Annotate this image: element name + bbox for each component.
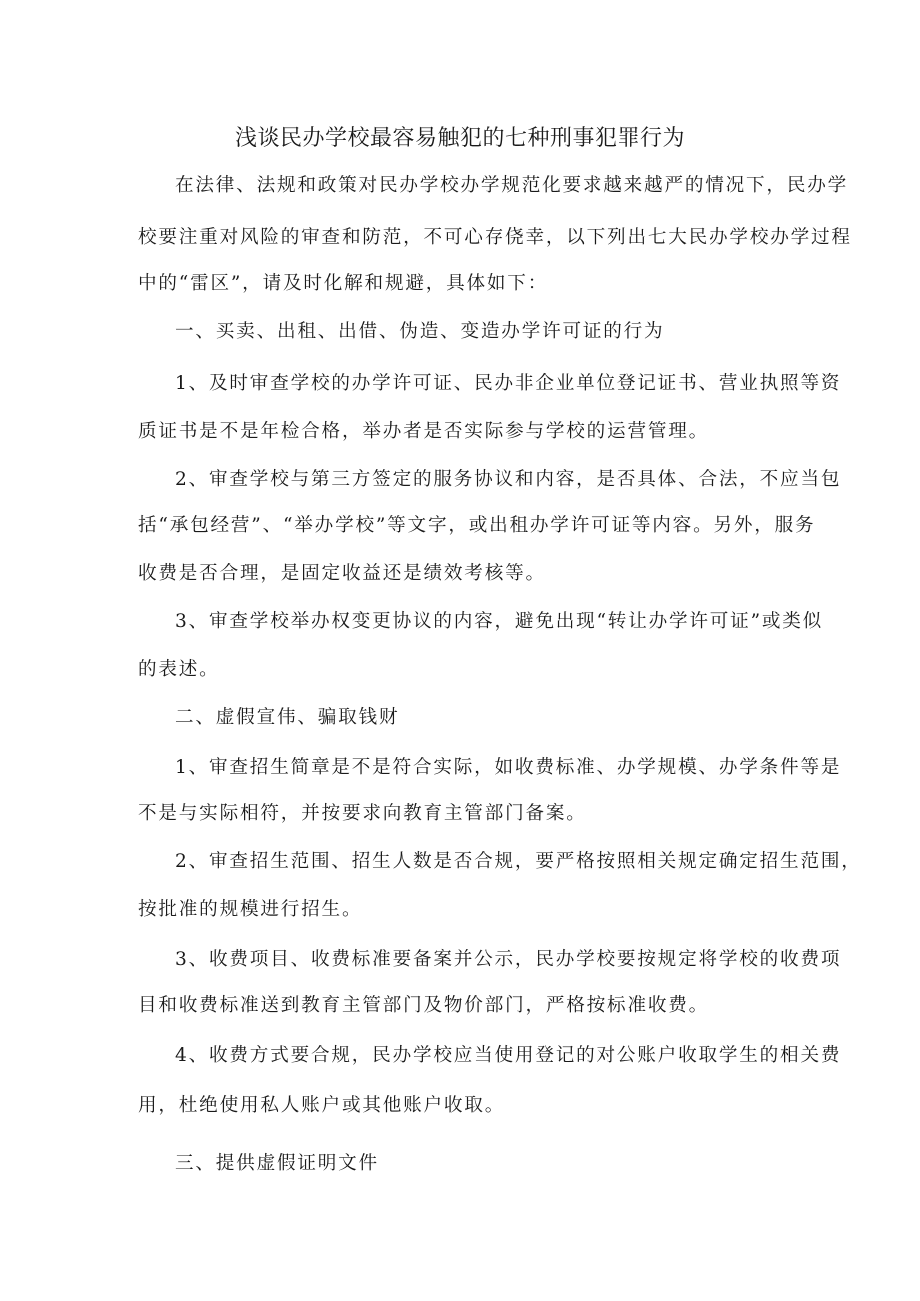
intro-line-2: 校要注重对风险的审查和防范，不可心存侥幸，以下列出七大民办学校办学过程 (138, 227, 852, 248)
item-2-3-line-2: 目和收费标准送到教育主管部门及物价部门，严格按标准收费。 (138, 995, 710, 1016)
item-2-4-line-2: 用，杜绝使用私人账户或其他账户收取。 (138, 1095, 506, 1116)
item-1-1-line-1: 1、及时审查学校的办学许可证、民办非企业单位登记证书、营业执照等资 (175, 373, 842, 394)
item-1-3-line-1: 3、审查学校举办权变更协议的内容，避免出现“转让办学许可证”或类似 (175, 611, 824, 632)
item-1-1-line-2: 质证书是不是年检合格，举办者是否实际参与学校的运营管理。 (138, 421, 710, 442)
item-1-3-line-2: 的表述。 (138, 659, 220, 680)
intro-line-3: 中的“雷区”，请及时化解和规避，具体如下： (138, 273, 549, 294)
document-title: 浅谈民办学校最容易触犯的七种刑事犯罪行为 (234, 126, 685, 151)
item-2-3-line-1: 3、收费项目、收费标准要备案并公示，民办学校要按规定将学校的收费项 (175, 949, 842, 970)
item-1-2-line-3: 收费是否合理，是固定收益还是绩效考核等。 (138, 563, 546, 584)
item-2-2-line-2: 按批准的规模进行招生。 (138, 899, 363, 920)
section-heading-1: 一、买卖、出租、出借、伪造、变造办学许可证的行为 (175, 321, 665, 342)
section-heading-3: 三、提供虚假证明文件 (175, 1153, 379, 1174)
item-2-4-line-1: 4、收费方式要合规，民办学校应当使用登记的对公账户收取学生的相关费 (175, 1045, 842, 1066)
section-heading-2: 二、虚假宣伟、骗取钱财 (175, 707, 400, 728)
item-2-1-line-1: 1、审查招生简章是不是符合实际，如收费标准、办学规模、办学条件等是 (175, 757, 842, 778)
intro-line-1: 在法律、法规和政策对民办学校办学规范化要求越来越严的情况下，民办学 (175, 175, 848, 196)
item-1-2-line-2: 括“承包经营”、“举办学校”等文字，或出租办学许可证等内容。另外，服务 (138, 515, 816, 536)
item-2-1-line-2: 不是与实际相符，并按要求向教育主管部门备案。 (138, 803, 587, 824)
item-1-2-line-1: 2、审查学校与第三方签定的服务协议和内容，是否具体、合法，不应当包 (175, 469, 842, 490)
item-2-2-line-1: 2、审查招生范围、招生人数是否合规，要严格按照相关规定确定招生范围， (175, 851, 862, 872)
